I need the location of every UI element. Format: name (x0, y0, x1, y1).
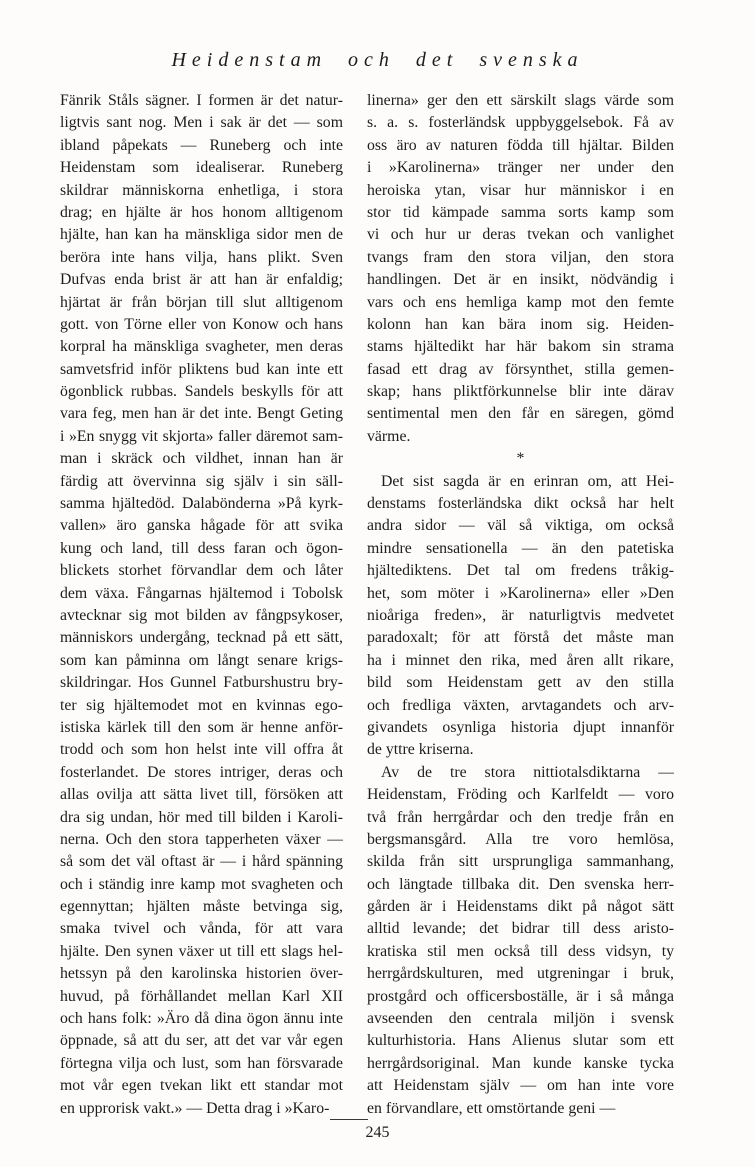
text-line: hjälte, han kan ha mänskliga sidor men de (60, 226, 343, 244)
section-divider: * (516, 450, 525, 468)
text-line: korpral ha mänskliga svagheter, men deras (60, 338, 343, 356)
text-line: linerna» ger den ett särskilt slags värde som (367, 92, 674, 109)
text-line: Heidenstam, Fröding och Karlfeldt — voro (367, 786, 674, 804)
text-line: hjärtat är från början till slut alltigenom (60, 293, 343, 311)
text-line: nerna. Och den stora tapperheten växer — (60, 830, 343, 848)
text-line: fasad ett drag av försynthet, stilla gemen- (367, 360, 674, 378)
text-line: beröra inte hans vilja, hans plikt. Sven (60, 248, 343, 266)
text-line: heroiska ytan, visar hur människor i en (367, 181, 674, 199)
text-line: allas ovilja att sätta livet till, försöken att (60, 786, 343, 804)
text-line: paradoxalt; för att förstå det måste man (367, 629, 674, 647)
text-line: de yttre kriserna. (367, 741, 474, 759)
text-line: skildrar människorna enhetliga, i stora (60, 181, 343, 199)
text-line: oss äro av naturen födda till hjältar. Bilden (367, 136, 674, 154)
text-line: sentimental men den får en säregen, gömd (367, 405, 674, 423)
page-number-rule (330, 1119, 368, 1120)
text-line: gården är i Heidenstams dikt på något sätt (367, 898, 674, 916)
text-line: bild som Heidenstam gett av den stilla (367, 674, 674, 692)
text-line: förtegna vilja och lust, som han försvarade (60, 1054, 343, 1072)
text-line: skildringar. Hos Gunnel Fatburshustru bry- (60, 674, 343, 692)
text-line: vi och hur ur deras tvekan och vanlighet (367, 226, 674, 244)
text-line: vallen» äro ganska hågade för att svika (60, 517, 343, 535)
text-line: denstams fosterländska dikt också har helt (367, 495, 674, 513)
text-line: skilda från sitt ursprungliga sammanhang, (367, 853, 674, 871)
text-line: vara feg, men han är det inte. Bengt Geting (60, 405, 343, 423)
text-line: egennyttan; hjälten måste betvinga sig, (60, 898, 343, 916)
text-line: givandets osynliga historia djupt innanför (367, 718, 674, 736)
text-line: ögonblick rubbas. Sandels beskylls för att (60, 383, 343, 401)
text-line: ter sig hjältemodet mot en kvinnas ego- (60, 696, 343, 714)
text-line: kratiska stil men också till dess vidsyn, ty (367, 942, 674, 960)
text-line: dra sig undan, hör med till bilden i Karoli- (60, 808, 343, 826)
text-line: alltid levande; det bidrar till dess aristo- (367, 920, 674, 938)
text-line: och längtade tillbaka dit. Den svenska herr- (367, 875, 674, 893)
text-line: samma hjältedöd. Dalabönderna »På kyrk- (60, 495, 343, 513)
text-column-left (60, 90, 343, 1120)
text-line: bergsmansgård. Alla tre voro hemlösa, (367, 830, 674, 848)
text-line: Dufvas enda brist är att han är enfaldig; (60, 271, 343, 289)
text-line: i »En snygg vit skjorta» faller däremot sam- (60, 427, 343, 445)
text-line: nioåriga freden», är naturligtvis medvetet (367, 606, 674, 624)
text-line: skap; hans pliktförkunnelse blir inte därav (367, 383, 674, 401)
text-line: s. a. s. fosterländsk uppbyggelsebok. Få av (367, 114, 674, 132)
text-line: hetssyn på den karolinska historien över- (60, 965, 343, 983)
text-line: herrgårdsoriginal. Man kunde kanske tycka (367, 1054, 674, 1072)
text-line: värme. (367, 427, 411, 445)
text-line: Heidenstam som idealiserar. Runeberg (60, 159, 343, 177)
text-line: Fänrik Ståls sägner. I formen är det natur- (60, 92, 343, 109)
text-line: het, som möter i »Karolinerna» eller »Den (367, 584, 674, 602)
text-line: tvangs fram den stora viljan, den stora (367, 248, 674, 266)
text-line: ibland påpekats — Runeberg och inte (60, 136, 343, 154)
text-line: så som det väl oftast är — i hård spänning (60, 853, 343, 871)
text-line: man i skräck och vildhet, innan han är (60, 450, 343, 468)
text-line: och hans folk: »Äro då dina ögon ännu inte (60, 1010, 343, 1028)
text-line: gott. von Törne eller von Konow och hans (60, 315, 343, 333)
text-line: avseenden den centrala miljön i svensk (367, 1010, 674, 1028)
running-head: Heidenstam och det svenska (171, 49, 584, 71)
text-line: kolonn han kan bära inom sig. Heiden- (367, 315, 674, 333)
text-line: smaka tvivel och vånda, för att vara (60, 920, 343, 938)
text-line: drag; en hjälte är hos honom alltigenom (60, 203, 343, 221)
text-line: och fredliga växten, arvtagandets och arv- (367, 696, 674, 714)
page-number: 245 (365, 1124, 390, 1141)
text-line: ligtvis sant nog. Men i sak är det — som (60, 114, 343, 132)
text-line: handlingen. Det är en insikt, nödvändig i (367, 271, 674, 289)
text-line: mindre sensationella — än den patetiska (367, 539, 674, 557)
text-line: Av de tre stora nittiotalsdiktarna — (381, 763, 674, 781)
text-line: i »Karolinerna» tränger ner under den (367, 159, 674, 177)
text-line: kung och land, till dess faran och ögon- (60, 539, 343, 557)
text-line: samvetsfrid inför pliktens bud kan inte ett (60, 360, 343, 378)
text-line: istiska kärlek till den som är henne anför- (60, 718, 343, 736)
text-line: andra sidor — väl så viktiga, om också (367, 517, 674, 535)
text-line: färdig att övervinna sig själv i sin säll- (60, 472, 343, 490)
text-line: blickets storhet förvandlar dem och låter (60, 562, 343, 580)
text-line: en förvandlare, ett omstörtande geni — (367, 1099, 616, 1117)
text-line: kulturhistoria. Hans Alienus slutar som ett (367, 1032, 674, 1050)
text-line: öppnade, så att du ser, att det var vår egen (60, 1032, 343, 1050)
text-line: fosterlandet. De stores intriger, deras och (60, 763, 343, 781)
text-line: som kan påminna om långt senare krigs- (60, 651, 343, 669)
text-line: dem växa. Fångarnas hjältemod i Tobolsk (60, 584, 343, 602)
text-line: en upprorisk vakt.» — Detta drag i »Karo- (60, 1099, 330, 1117)
text-line: prostgård och officersboställe, är i så många (367, 987, 674, 1005)
text-line: trodd och som hon helst inte vill offra åt (60, 741, 343, 759)
text-line: stams hjältedikt har här bakom sin strama (367, 338, 674, 356)
text-line: Det sist sagda är en erinran om, att Hei- (381, 472, 674, 490)
text-line: ha i minnet den rika, med åren allt rikare, (367, 651, 674, 669)
text-line: vars och ens hemliga kamp mot den femte (367, 293, 674, 311)
text-line: hjältediktens. Det tal om fredens tråkig- (367, 562, 674, 580)
text-line: herrgårdskulturen, med utgreningar i bruk, (367, 965, 674, 983)
text-line: hjälte. Den synen växer ut till ett slags hel- (60, 942, 343, 960)
text-line: avtecknar sig mot bilden av fångpsykoser, (60, 606, 343, 624)
text-line: att Heidenstam själv — om han inte vore (367, 1077, 674, 1095)
text-line: mot vår egen tvekan likt ett standar mot (60, 1077, 343, 1095)
text-line: människors undergång, tecknad på ett sätt, (60, 629, 343, 647)
text-line: huvud, på förhållandet mellan Karl XII (60, 987, 343, 1005)
text-line: stor tid kämpade samma sorts kamp som (367, 203, 674, 221)
text-line: två från herrgårdar och den tredje från en (367, 808, 674, 826)
text-line: och i ständig inre kamp mot svagheten och (60, 875, 343, 893)
text-column-right (367, 90, 674, 1120)
